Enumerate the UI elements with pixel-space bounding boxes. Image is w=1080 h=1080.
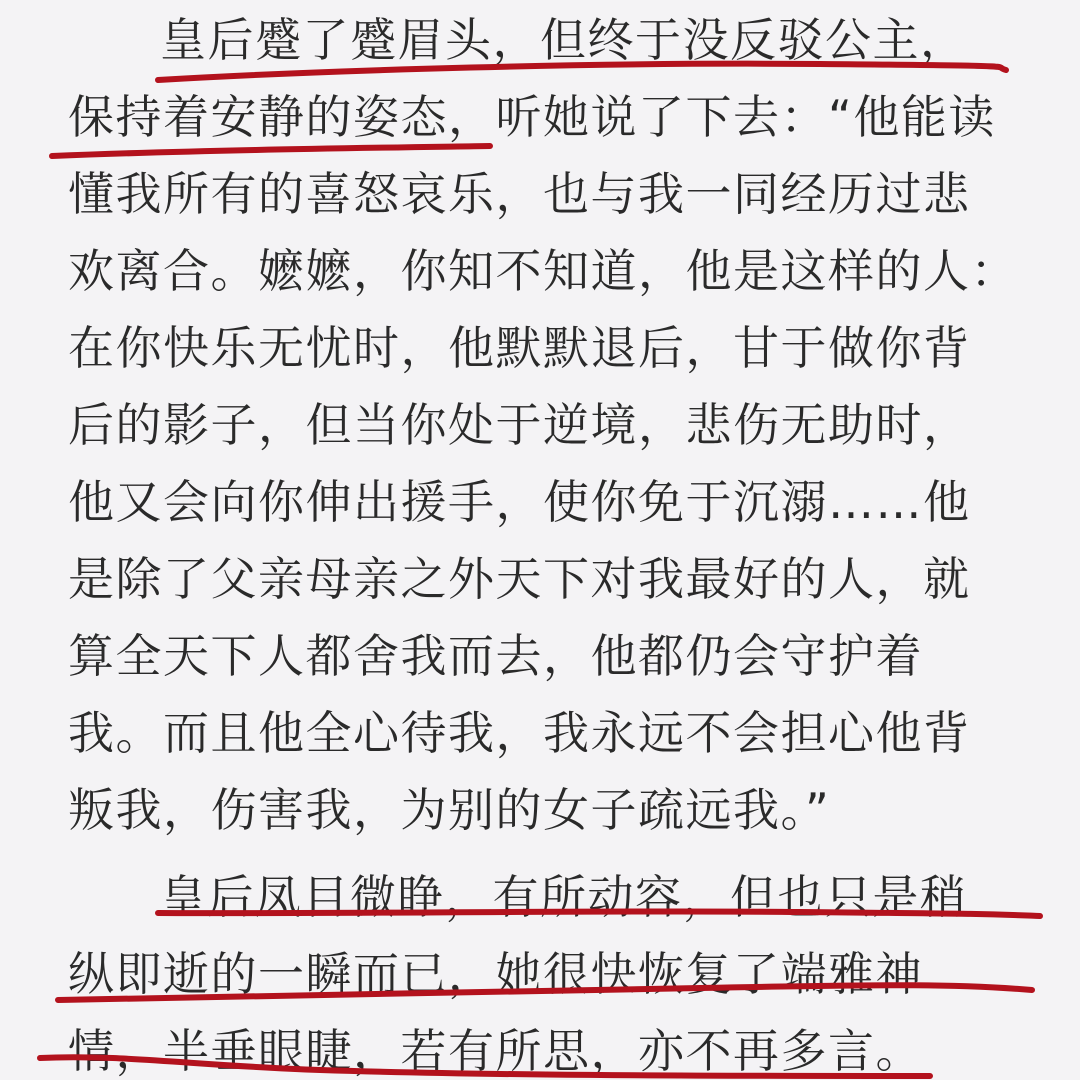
- text-line: 叛我，伤害我，为别的女子疏远我。”: [68, 783, 831, 837]
- underline-mark: [52, 146, 490, 156]
- text-line: 纵即逝的一瞬而已，她很快恢复了端雅神: [68, 947, 923, 1001]
- text-line: 欢离合。嬷嬷，你知不知道，他是这样的人：: [68, 244, 1018, 298]
- text-line: 皇后凤目微睁，有所动容，但也只是稍: [160, 870, 968, 924]
- text-line: 情，半垂眼睫，若有所思，亦不再多言。: [68, 1024, 923, 1078]
- text-line: 后的影子，但当你处于逆境，悲伤无助时，: [68, 398, 971, 452]
- text-line: 我。而且他全心待我，我永远不会担心他背: [68, 706, 971, 760]
- text-line: 保持着安静的姿态，听她说了下去：“他能读: [68, 90, 996, 144]
- text-line: 懂我所有的喜怒哀乐，也与我一同经历过悲: [68, 167, 971, 221]
- text-line: 在你快乐无忧时，他默默退后，甘于做你背: [68, 321, 971, 375]
- text-line: 是除了父亲母亲之外天下对我最好的人，就: [68, 552, 971, 606]
- text-line: 他又会向你伸出援手，使你免于沉溺……他: [68, 475, 971, 529]
- text-line: 皇后蹙了蹙眉头，但终于没反驳公主，: [160, 13, 968, 67]
- text-line: 算全天下人都舍我而去，他都仍会守护着: [68, 629, 923, 683]
